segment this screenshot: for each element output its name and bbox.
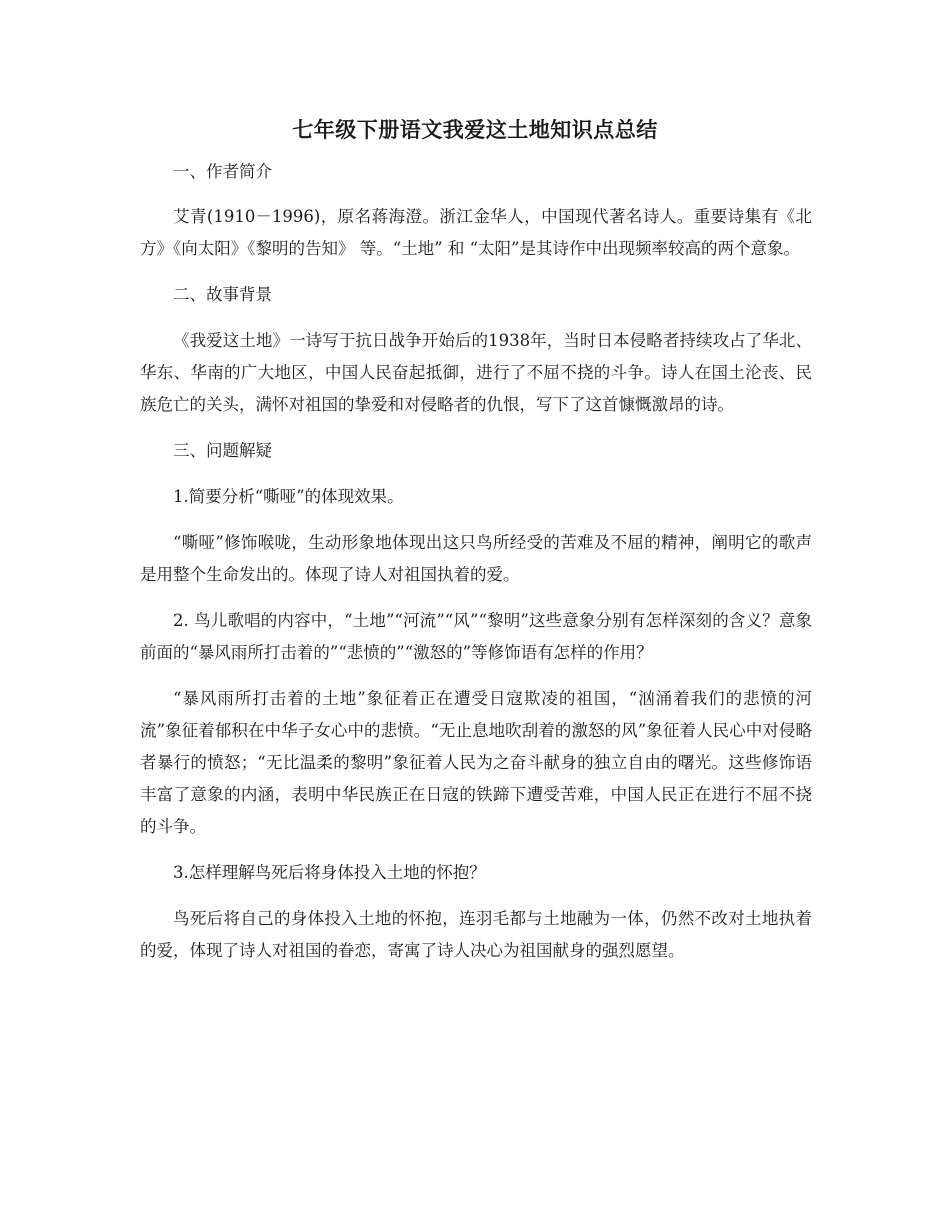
qa-heading: 三、问题解疑: [173, 441, 272, 460]
author-paragraph: 艾青(1910－1996)，原名蒋海澄。浙江金华人，中国现代著名诗人。重要诗集有《北方》《向太阳》《黎明的告知》 等。“土地” 和 “太阳”是其诗作中出现频率较高的两个意象。: [140, 207, 812, 258]
question-3: 3.怎样理解鸟死后将身体投入土地的怀抱？: [173, 863, 486, 882]
answer-1: “嘶哑”修饰喉咙，生动形象地体现出这只鸟所经受的苦难及不屈的精神，阐明它的歌声是用整个生命发出的。体现了诗人对祖国执着的爱。: [140, 533, 812, 584]
background-heading: 二、故事背景: [173, 285, 272, 304]
answer-2: “暴风雨所打击着的土地”象征着正在遭受日寇欺凌的祖国，“汹涌着我们的悲愤的河流”象征着郁积在中华子女心中的悲愤。“无止息地吹刮着的激怒的风”象征着人民心中对侵略者暴行的愤怒；“无比温柔的黎明”象征着人民为之奋斗献身的独立自由的曙光。这些修饰语丰富了意象的内涵，表明中华民族正在日寇的铁蹄下遭受苦难，中国人民正在进行不屈不挠的斗争。: [140, 689, 812, 836]
answer-3: 鸟死后将自己的身体投入土地的怀抱，连羽毛都与土地融为一体，仍然不改对土地执着的爱，体现了诗人对祖国的眷恋，寄寓了诗人决心为祖国献身的强烈愿望。: [140, 909, 812, 960]
question-1: 1.简要分析“嘶哑”的体现效果。: [173, 487, 404, 506]
question-2: 2. 鸟儿歌唱的内容中，“土地”“河流”“风”“黎明”这些意象分别有怎样深刻的含义？意象前面的“暴风雨所打击着的”“悲愤的”“激怒的”等修饰语有怎样的作用？: [140, 611, 812, 662]
background-paragraph: 《我爱这土地》一诗写于抗日战争开始后的1938年，当时日本侵略者持续攻占了华北、华东、华南的广大地区，中国人民奋起抵御，进行了不屈不挠的斗争。诗人在国土沦丧、民族危亡的关头，满怀对祖国的挚爱和对侵略者的仇恨，写下了这首慷慨激昂的诗。: [140, 331, 812, 414]
author-heading: 一、作者简介: [173, 162, 272, 181]
document-title: 七年级下册语文我爱这土地知识点总结: [292, 117, 658, 142]
document-body: [140, 156, 812, 967]
